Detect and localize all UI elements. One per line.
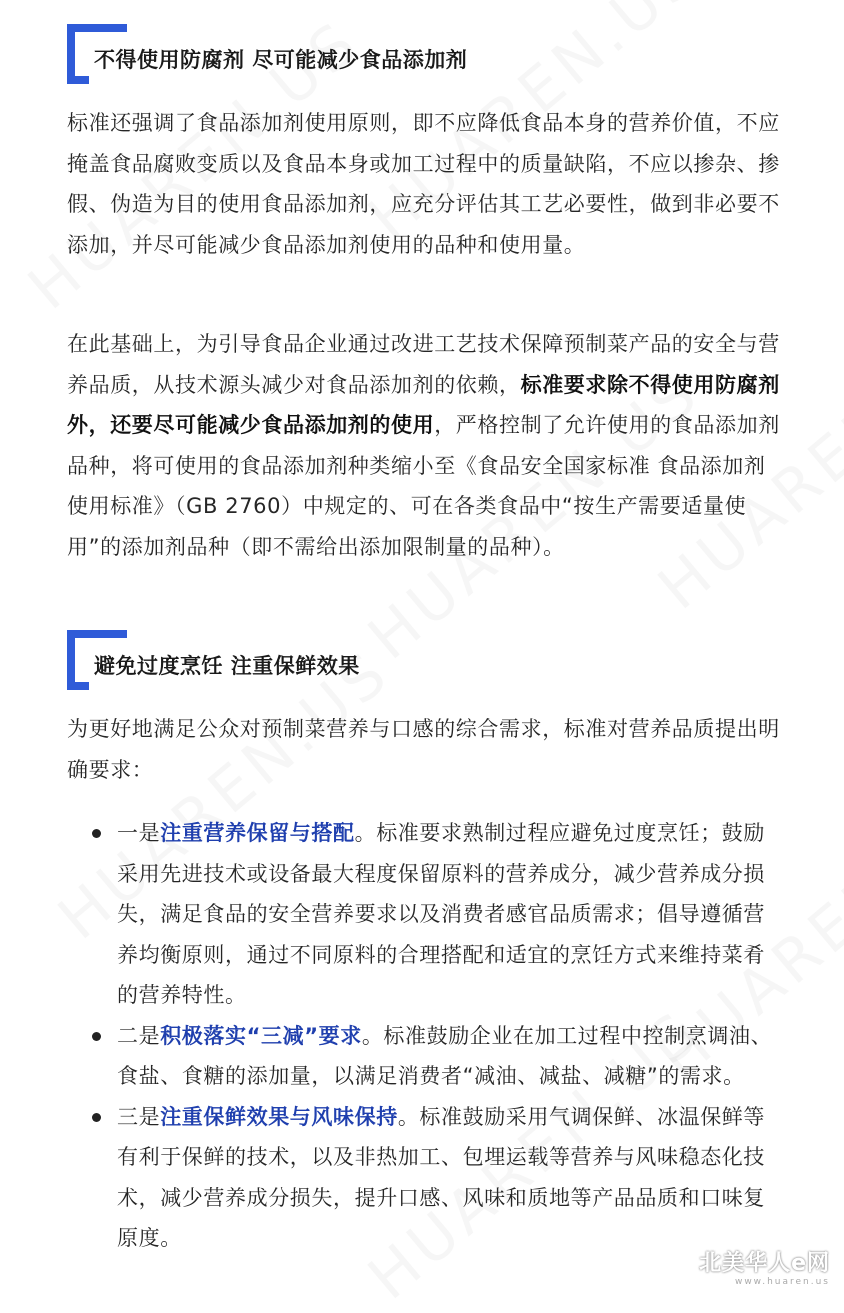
item-prefix: 三是 (117, 1104, 161, 1129)
paragraph-text: ，严格控制了允许使用的食品添加剂品种，将可使用的食品添加剂种类缩小至《食品安全国家标准 食品添加剂使用标准》（GB 2760）中规定的、可在各类食品中“按生产需要适量使用”的添加剂品种（即不需给出添加限制量的品种）。 (67, 413, 780, 559)
section-heading-text: 避免过度烹饪 注重保鲜效果 (94, 654, 360, 678)
item-text: 。标准要求熟制过程应避免过度烹饪；鼓励采用先进技术或设备最大程度保留原料的营养成分，减少营养成分损失，满足食品的安全营养要求以及消费者感官品质需求；倡导遵循营养均衡原则，通过不同原料的合理搭配和适宜的烹饪方式来维持菜肴的营养特性。 (117, 821, 766, 1007)
paragraph-text: 在此基础上，为引导食品企业通过改进工艺技术保障预制菜产品的安全与营养品质，从技术源头减少对食品添加剂的依赖， (67, 332, 780, 397)
item-text: 。标准鼓励企业在加工过程中控制烹调油、食盐、食糖的添加量，以满足消费者“减油、减盐、减糖”的需求。 (117, 1023, 773, 1088)
item-prefix: 二是 (117, 1023, 161, 1048)
section-heading-text: 不得使用防腐剂 尽可能减少食品添加剂 (94, 48, 468, 72)
list-item (67, 1016, 781, 1097)
logo-url: www.huaren.us (734, 1277, 830, 1287)
list-item (67, 813, 781, 1016)
list-item (67, 1097, 781, 1259)
item-highlight: 积极落实“三减”要求 (160, 1023, 362, 1048)
bullet-icon (92, 1113, 101, 1122)
item-prefix: 一是 (117, 821, 161, 845)
paragraph-nutrition-intro: 为更好地满足公众对预制菜营养与口感的综合需求，标准对营养品质提出明确要求： (67, 717, 780, 782)
requirements-list (67, 813, 781, 1259)
bullet-icon (92, 1032, 101, 1041)
paragraph-additive-restrictions (67, 324, 781, 567)
item-highlight: 注重营养保留与搭配 (160, 821, 355, 845)
bullet-icon (92, 829, 101, 838)
item-highlight: 注重保鲜效果与风味保持 (160, 1104, 398, 1129)
site-logo (699, 1246, 830, 1287)
paragraph-additive-principles: 标准还强调了食品添加剂使用原则，即不应降低食品本身的营养价值，不应掩盖食品腐败变质以及食品本身或加工过程中的质量缺陷，不应以掺杂、掺假、伪造为目的使用食品添加剂，应充分评估其工艺必要性，做到非必要不添加，并尽可能减少食品添加剂使用的品种和使用量。 (67, 111, 780, 257)
logo-name: 北美华人e网 (699, 1251, 830, 1276)
item-text: 。标准鼓励采用气调保鲜、冰温保鲜等有利于保鲜的技术，以及非热加工、包埋运载等营养与风味稳态化技术，减少营养成分损失，提升口感、风味和质地等产品品质和口味复原度。 (117, 1104, 766, 1250)
bold-emphasis: 标准要求除不得使用防腐剂外，还要尽可能减少食品添加剂的使用 (67, 372, 780, 437)
